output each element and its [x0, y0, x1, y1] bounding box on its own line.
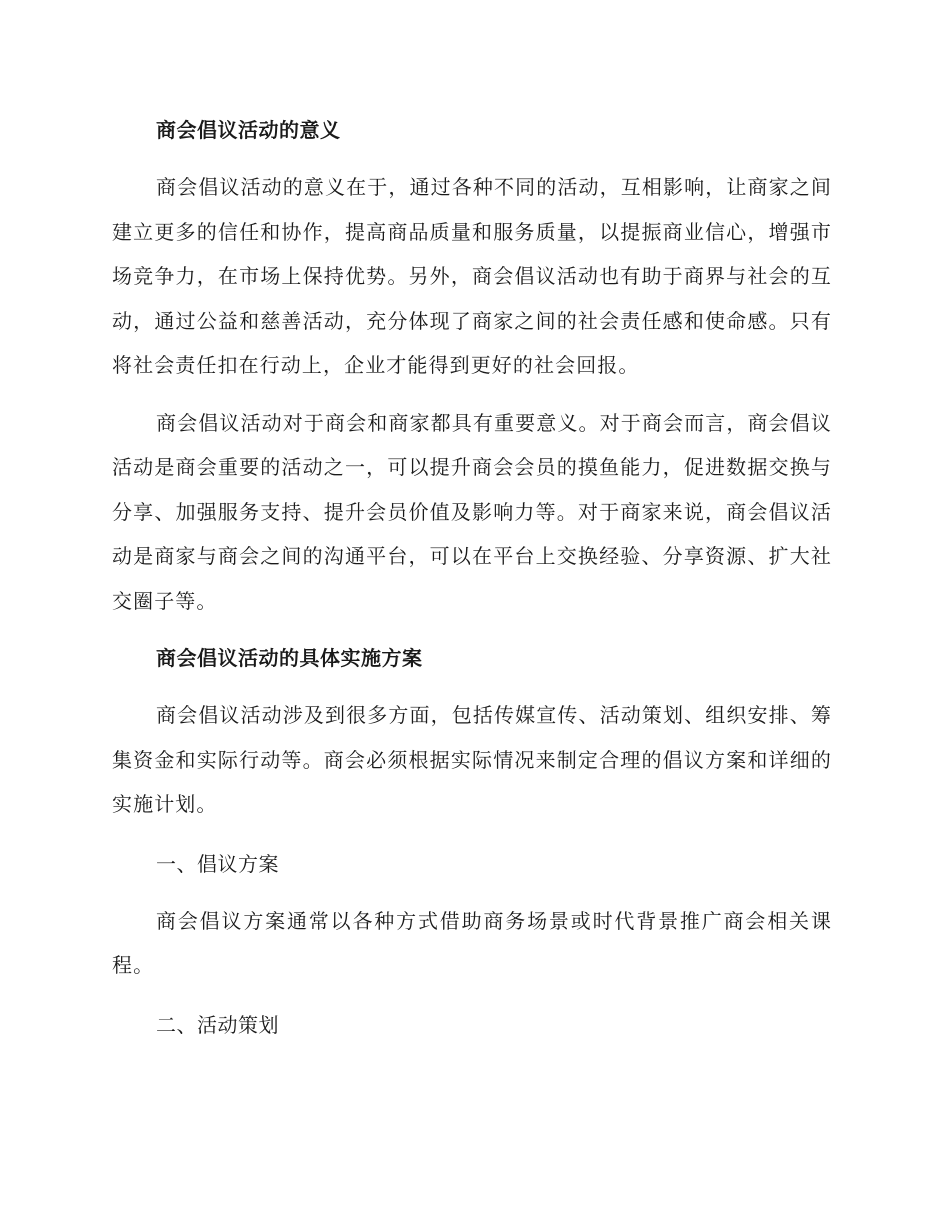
document-body [112, 108, 832, 1047]
paragraph-implementation: 商会倡议活动涉及到很多方面，包括传媒宣传、活动策划、组织安排、筹集资金和实际行动等。商会必须根据实际情况来制定合理的倡议方案和详细的实施计划。 [112, 703, 832, 816]
subheading-proposal: 一、倡议方案 [156, 851, 279, 876]
subheading-planning: 二、活动策划 [156, 1012, 279, 1037]
paragraph-importance: 商会倡议活动对于商会和商家都具有重要意义。对于商会而言，商会倡议活动是商会重要的活动之一，可以提升商会会员的摸鱼能力，促进数据交换与分享、加强服务支持、提升会员价值及影响力等。对于商家来说，商会倡议活动是商家与商会之间的沟通平台，可以在平台上交换经验、分享资源、扩大社交圈子等。 [112, 410, 832, 613]
paragraph-significance: 商会倡议活动的意义在于，通过各种不同的活动，互相影响，让商家之间建立更多的信任和协作，提高商品质量和服务质量，以提振商业信心，增强市场竞争力，在市场上保持优势。另外，商会倡议活动也有助于商界与社会的互动，通过公益和慈善活动，充分体现了商家之间的社会责任感和使命感。只有将社会责任扣在行动上，企业才能得到更好的社会回报。 [112, 175, 832, 377]
paragraph-proposal: 商会倡议方案通常以各种方式借助商务场景或时代背景推广商会相关课程。 [112, 908, 832, 977]
section-heading-implementation: 商会倡议活动的具体实施方案 [156, 646, 423, 670]
section-heading-significance: 商会倡议活动的意义 [156, 118, 341, 142]
